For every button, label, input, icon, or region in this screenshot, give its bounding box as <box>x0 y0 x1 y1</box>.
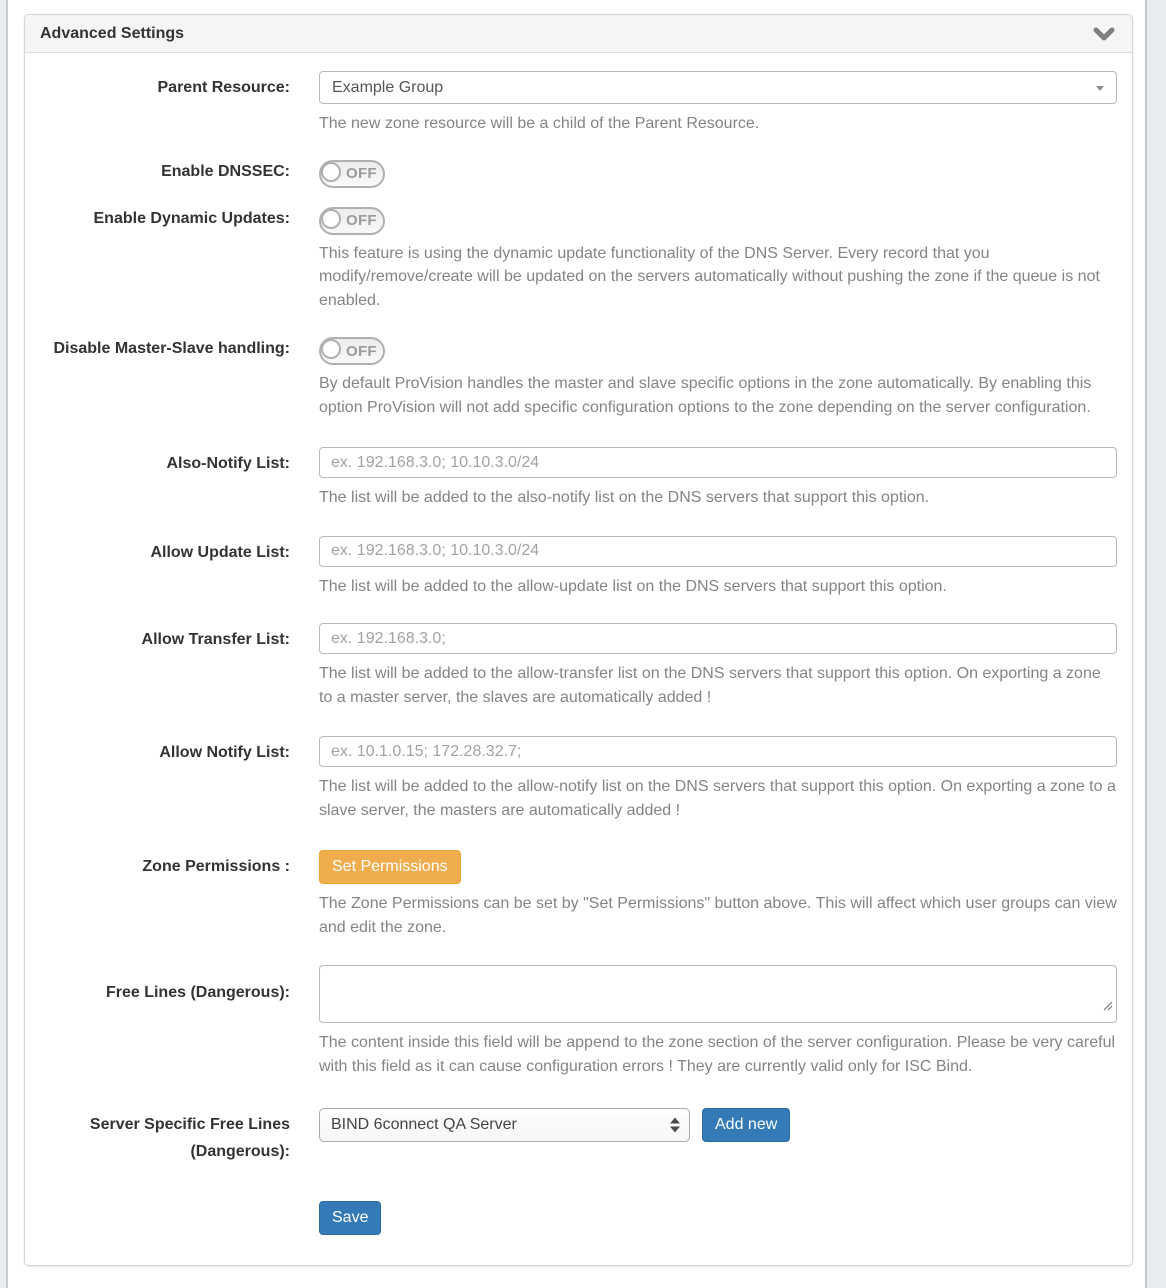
allow-notify-list-row <box>40 736 1116 822</box>
allow-notify-list-label: Allow Notify List: <box>159 744 290 761</box>
save-row-spacer <box>40 1201 290 1235</box>
allow-notify-list-input[interactable] <box>319 736 1117 767</box>
zone-permissions-label: Zone Permissions : <box>142 858 290 875</box>
toggle-knob <box>321 209 341 229</box>
allow-update-list-help: The list will be added to the allow-update list on the DNS servers that support this option. <box>319 577 947 595</box>
allow-transfer-list-help: The list will be added to the allow-transfer list on the DNS servers that support this option. On exporting a zone to a master server, the slaves are automatically added ! <box>319 665 1101 706</box>
allow-update-list-label: Allow Update List: <box>150 543 290 561</box>
page-right-gutter <box>1145 0 1166 1288</box>
panel-title: Advanced Settings <box>40 24 185 42</box>
allow-transfer-list-input[interactable] <box>319 623 1117 654</box>
also-notify-list-help: The list will be added to the also-notify list on the DNS servers that support this option. <box>319 489 930 506</box>
enable-dnssec-row <box>40 159 1116 188</box>
free-lines-textarea[interactable] <box>319 965 1117 1023</box>
enable-dynamic-updates-row <box>40 206 1116 313</box>
allow-transfer-list-label: Allow Transfer List: <box>141 631 290 648</box>
toggle-knob <box>321 162 341 182</box>
enable-dynamic-updates-toggle[interactable] <box>319 207 385 235</box>
disable-master-slave-row <box>40 336 1116 419</box>
panel-header[interactable] <box>25 15 1132 53</box>
toggle-state-label: OFF <box>346 342 377 360</box>
allow-transfer-list-row <box>40 623 1116 709</box>
enable-dnssec-toggle[interactable] <box>319 160 385 188</box>
toggle-knob <box>321 339 341 359</box>
save-row <box>40 1201 1116 1235</box>
disable-master-slave-help: By default ProVision handles the master and slave specific options in the zone automatically. By enabling this option ProVision will not add specific configuration options to the zone depending on the server configuration. <box>319 375 1092 416</box>
set-permissions-button[interactable]: Set Permissions <box>319 850 461 884</box>
server-specific-select[interactable] <box>319 1108 690 1142</box>
server-specific-free-lines-row <box>40 1108 1116 1165</box>
also-notify-list-input[interactable] <box>319 447 1117 478</box>
toggle-state-label: OFF <box>346 165 377 182</box>
allow-notify-list-help: The list will be added to the allow-notify list on the DNS servers that support this option. On exporting a zone to a slave server, the masters are automatically added ! <box>319 778 1116 819</box>
panel-body <box>25 53 1132 1265</box>
dropdown-caret-icon <box>1096 86 1104 91</box>
free-lines-label: Free Lines (Dangerous): <box>105 984 290 1001</box>
parent-resource-row <box>40 71 1116 136</box>
advanced-settings-panel <box>24 14 1133 1266</box>
parent-resource-label: Parent Resource: <box>157 79 290 96</box>
enable-dynamic-updates-label: Enable Dynamic Updates: <box>93 209 290 227</box>
zone-permissions-help: The Zone Permissions can be set by "Set Permissions" button above. This will affect which user groups can view and edit the zone. <box>319 895 1117 936</box>
resize-handle-icon[interactable] <box>1102 998 1113 1016</box>
server-specific-selected-value: BIND 6connect QA Server <box>331 1116 517 1133</box>
page-left-gutter <box>0 0 8 1288</box>
zone-permissions-row <box>40 850 1116 939</box>
add-new-button[interactable]: Add new <box>702 1108 790 1142</box>
also-notify-list-label: Also-Notify List: <box>166 455 290 472</box>
enable-dnssec-label: Enable DNSSEC: <box>161 162 290 180</box>
save-button[interactable]: Save <box>319 1201 381 1235</box>
server-specific-free-lines-label: Server Specific Free Lines (Dangerous): <box>89 1116 290 1160</box>
allow-update-list-input[interactable] <box>319 536 1117 567</box>
chevron-down-icon[interactable] <box>1093 27 1115 41</box>
parent-resource-selected-value: Example Group <box>332 78 444 96</box>
free-lines-row <box>40 965 1116 1078</box>
disable-master-slave-label: Disable Master-Slave handling: <box>53 340 290 357</box>
parent-resource-select[interactable] <box>319 71 1117 104</box>
enable-dynamic-updates-help: This feature is using the dynamic update functionality of the DNS Server. Every record that you modify/remove/create will be updated on the servers automatically without pushing the zone if the queue is not enabled. <box>319 244 1100 309</box>
select-stepper-icon <box>670 1118 680 1133</box>
also-notify-list-row <box>40 447 1116 510</box>
free-lines-help: The content inside this field will be append to the zone section of the server configuration. Please be very careful with this field as it can cause configuration errors ! They are currently valid only for ISC Bind. <box>319 1034 1116 1075</box>
allow-update-list-row <box>40 536 1116 599</box>
disable-master-slave-toggle[interactable] <box>319 337 385 365</box>
parent-resource-help: The new zone resource will be a child of the Parent Resource. <box>319 115 760 132</box>
toggle-state-label: OFF <box>346 212 377 229</box>
